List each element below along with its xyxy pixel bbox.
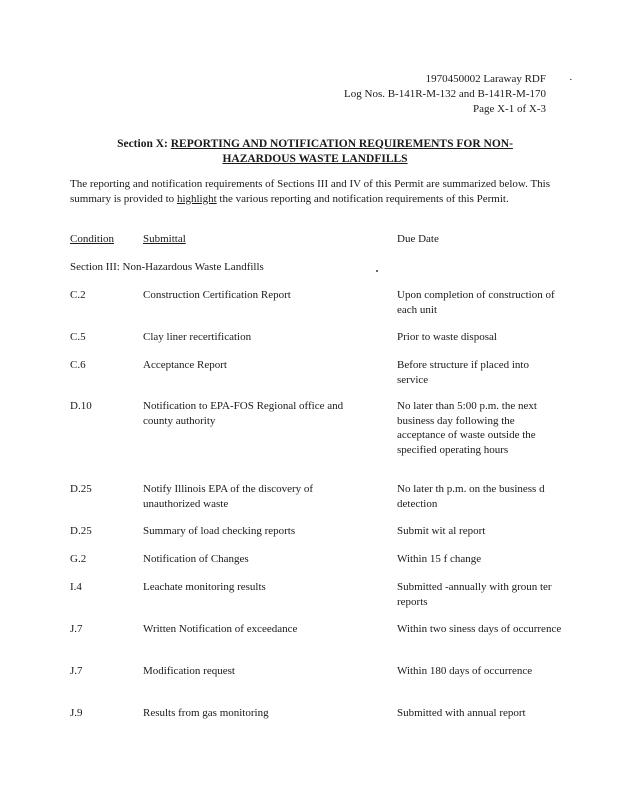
intro-text-2: the various reporting and notification requirements of this Permit. xyxy=(216,192,509,205)
row-submittal: Results from gas monitoring xyxy=(143,707,269,719)
row-submittal: Summary of load checking reports xyxy=(143,525,296,537)
section-label: Section III: Non-Hazardous Waste Landfills xyxy=(70,261,264,273)
row-due-date: Within 180 days of occurrence xyxy=(397,665,533,677)
row-submittal: Clay liner recertification xyxy=(143,331,252,343)
header-facility-line: 1970450002 Laraway RDF xyxy=(425,73,546,85)
scan-speck xyxy=(376,270,378,272)
row-condition: C.6 xyxy=(70,359,86,371)
section-title-line1: REPORTING AND NOTIFICATION REQUIREMENTS FOR NON- xyxy=(170,138,513,150)
row-due-date: Prior to waste disposal xyxy=(397,331,497,343)
section-title xyxy=(80,137,550,167)
section-title-prefix: Section X: xyxy=(117,138,168,150)
header-log-numbers: Log Nos. B-141R-M-132 and B-141R-M-170 xyxy=(344,88,546,100)
row-condition: J.7 xyxy=(70,623,83,635)
row-condition: D.25 xyxy=(70,525,92,537)
row-due-date: Submit wit al report xyxy=(397,525,486,537)
intro-paragraph xyxy=(70,177,550,206)
section-title-line2: HAZARDOUS WASTE LANDFILLS xyxy=(222,153,408,165)
row-due-date: Submitted with annual report xyxy=(397,707,526,719)
row-due-date: Submitted -annually with groun ter reports xyxy=(397,581,552,608)
column-header-due-date: Due Date xyxy=(397,233,439,245)
row-due-date: No later than 5:00 p.m. the next business day following the acceptance of waste outside the specified operating hours xyxy=(397,400,537,456)
row-due-date: Before structure if placed into service xyxy=(397,359,529,386)
row-condition: J.9 xyxy=(70,707,83,719)
row-condition: J.7 xyxy=(70,665,83,677)
row-condition: D.25 xyxy=(70,483,92,495)
row-submittal: Notification to EPA-FOS Regional office and county authority xyxy=(143,400,344,427)
intro-text-1: The reporting and notification requirements of Sections III and IV of this Permit are summarized below. This summary is provided to xyxy=(70,178,551,205)
row-submittal: Construction Certification Report xyxy=(143,289,291,301)
intro-highlight-word: highlight xyxy=(176,192,217,205)
row-condition: C.5 xyxy=(70,331,86,343)
row-condition: I.4 xyxy=(70,581,82,593)
page-header xyxy=(344,72,546,117)
row-condition: D.10 xyxy=(70,400,92,412)
row-condition: C.2 xyxy=(70,289,86,301)
header-page-number: Page X-1 of X-3 xyxy=(472,103,546,115)
row-submittal: Notify Illinois EPA of the discovery of unauthorized waste xyxy=(143,483,314,510)
row-condition: G.2 xyxy=(70,553,87,565)
row-submittal: Written Notification of exceedance xyxy=(143,623,298,635)
column-header-condition: Condition xyxy=(70,233,115,245)
row-due-date: Within 15 f change xyxy=(397,553,482,565)
row-submittal: Modification request xyxy=(143,665,235,677)
row-submittal: Notification of Changes xyxy=(143,553,249,565)
column-header-submittal: Submittal xyxy=(143,233,186,245)
row-due-date: Upon completion of construction of each unit xyxy=(397,289,555,316)
row-due-date: Within two siness days of occurrence xyxy=(397,623,562,635)
row-submittal: Acceptance Report xyxy=(143,359,227,371)
row-submittal: Leachate monitoring results xyxy=(143,581,266,593)
row-due-date: No later th p.m. on the business d detection xyxy=(397,483,545,510)
scan-mark: · xyxy=(569,74,573,86)
